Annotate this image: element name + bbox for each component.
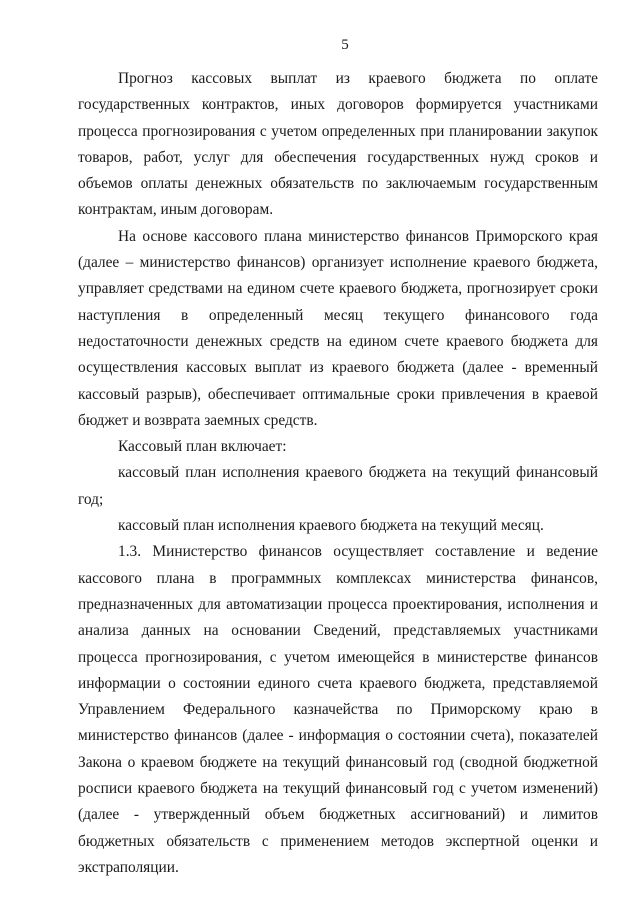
paragraph-cash-plan-includes: Кассовый план включает:	[118, 438, 287, 456]
list-item-monthly-plan: кассовый план исполнения краевого бюджета на текущий месяц.	[118, 517, 544, 535]
page-number: 5	[341, 37, 349, 53]
list-item-annual-plan: кассовый план исполнения краевого бюджета на текущий финансовый год;	[78, 464, 598, 508]
paragraph-section-1-3: 1.3. Министерство финансов осуществляет составление и ведение кассового плана в программных комплексах министерства финансов, предназначенных для автоматизации процесса проектирования, исполнения и анализа данных на основании Сведений, представляемых участниками процесса прогнозирования, с учетом имеющейся в министерстве финансов информации о состоянии единого счета краевого бюджета, представляемой Управлением Федерального казначейства по Приморскому краю в министерство финансов (далее - информация о состоянии счета), показателей Закона о краевом бюджете на текущий финансовый год (сводной бюджетной росписи краевого бюджета на текущий финансовый год с учетом изменений) (далее - утвержденный объем бюджетных ассигнований) и лимитов бюджетных обязательств с применением методов экспертной оценки и экстраполяции.	[78, 543, 598, 876]
paragraph-payment-forecast: Прогноз кассовых выплат из краевого бюджета по оплате государственных контрактов, иных договоров формируется участниками процесса прогнозирования с учетом определенных при планировании закупок товаров, работ, услуг для обеспечения государственных нужд сроков и объемов оплаты денежных обязательств по заключаемым государственным контрактам, иным договорам.	[78, 70, 598, 219]
paragraph-cash-plan-basis: На основе кассового плана министерство финансов Приморского края (далее – министерство финансов) организует исполнение краевого бюджета, управляет средствами на едином счете краевого бюджета, прогнозирует сроки наступления в определенный месяц текущего финансового года недостаточности денежных средств на едином счете краевого бюджета для осуществления кассовых выплат из краевого бюджета (далее - временный кассовый разрыв), обеспечивает оптимальные сроки привлечения в краевой бюджет и возврата заемных средств.	[78, 227, 598, 429]
